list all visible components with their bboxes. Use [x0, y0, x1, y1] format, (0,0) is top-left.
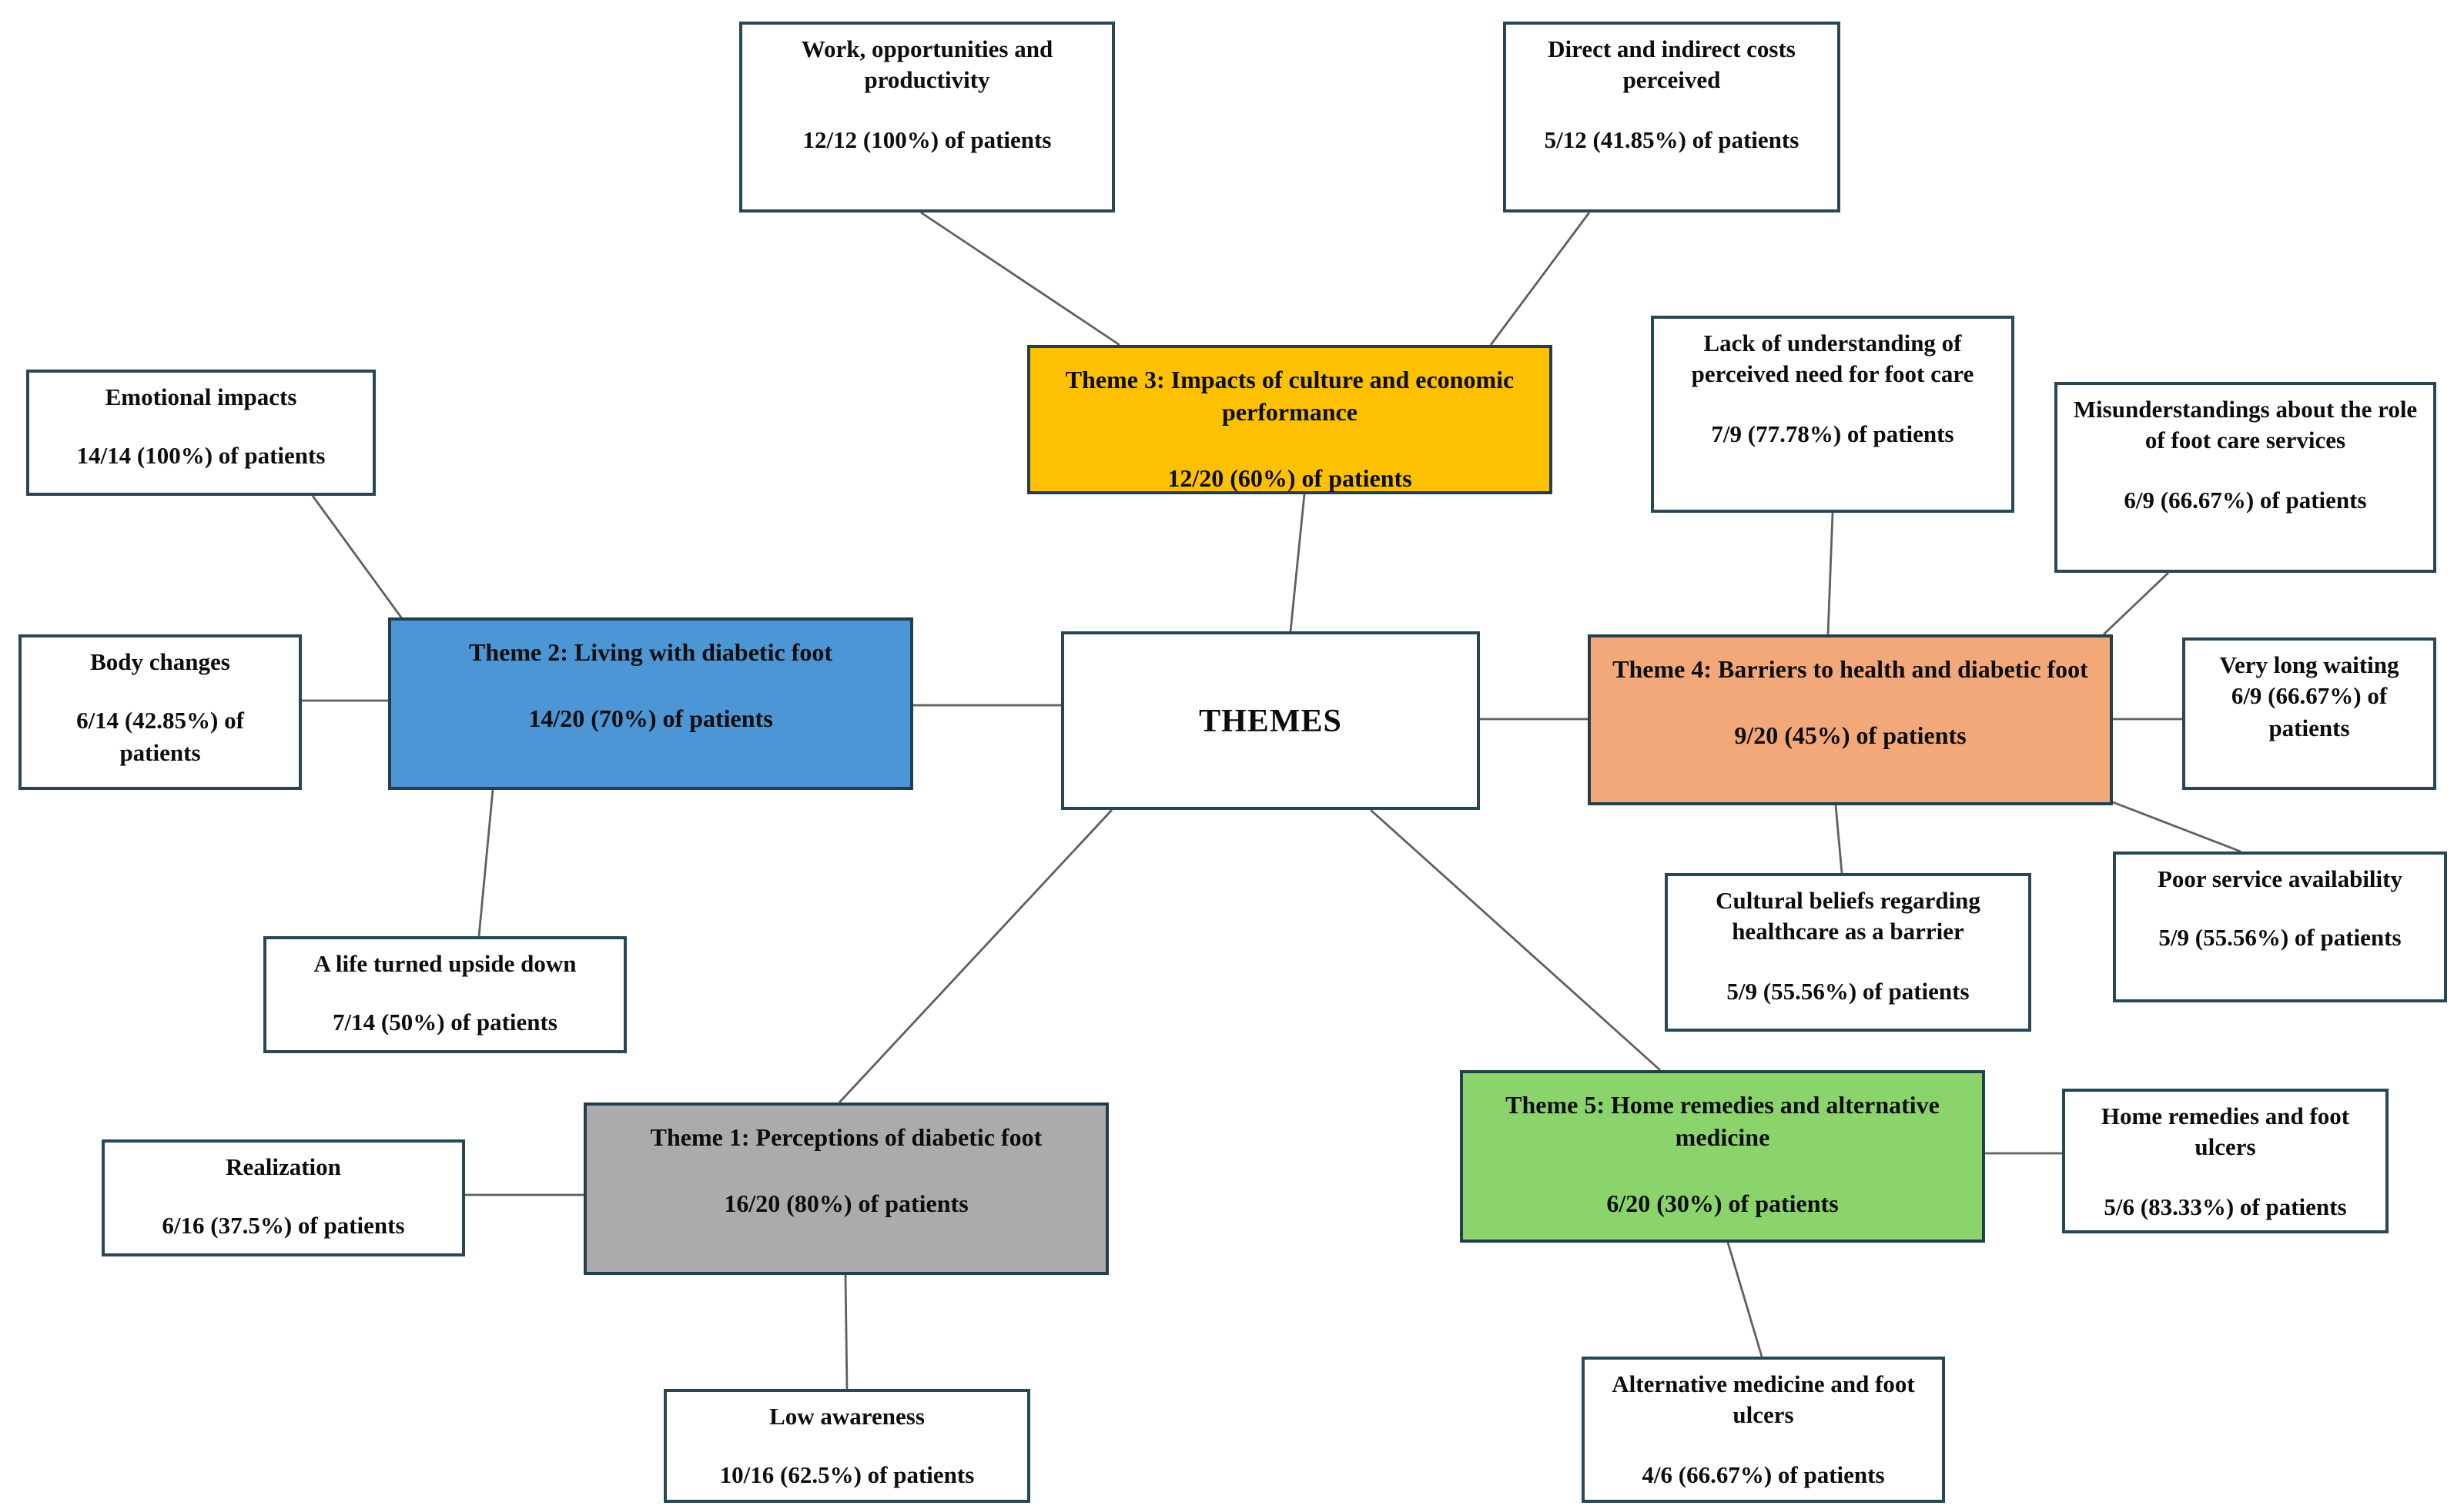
connector-costs-theme3	[1491, 212, 1589, 345]
node-stat: 5/6 (83.33%) of patients	[2104, 1194, 2347, 1221]
node-stat: 7/14 (50%) of patients	[333, 1010, 557, 1037]
node-emotional-impacts	[26, 370, 376, 496]
node-stat: 6/14 (42.85%) of patients	[76, 708, 244, 767]
node-stat: 14/20 (70%) of patients	[528, 707, 773, 734]
node-title: Misunderstandings about the role of foot care services	[2073, 397, 2418, 455]
node-title: Cultural beliefs regarding healthcare as a barrier	[1716, 888, 1980, 946]
node-very-long-waiting	[2182, 637, 2436, 790]
node-title: Realization	[226, 1155, 341, 1181]
connector-theme4-cultural	[1836, 805, 1842, 873]
connector-theme1-lowawareness	[845, 1275, 847, 1389]
node-lack-of-understanding	[1651, 316, 2014, 513]
node-work-opportunities	[739, 22, 1115, 212]
connector-work-theme3	[921, 212, 1120, 345]
node-stat: 6/16 (37.5%) of patients	[162, 1213, 405, 1240]
node-stat: 16/20 (80%) of patients	[724, 1192, 969, 1219]
node-title: Poor service availability	[2158, 867, 2402, 893]
node-direct-indirect-costs	[1503, 22, 1840, 212]
connector-lack-theme4	[1828, 513, 1833, 634]
node-stat: 14/14 (100%) of patients	[76, 443, 326, 470]
node-title: Theme 3: Impacts of culture and economic performance	[1065, 368, 1515, 427]
node-title: A life turned upside down	[313, 952, 577, 978]
node-theme3	[1027, 345, 1552, 494]
connector-root-theme1	[839, 810, 1112, 1102]
node-stat: 5/9 (55.56%) of patients	[1726, 979, 1970, 1005]
node-stat: 4/6 (66.67%) of patients	[1642, 1462, 1885, 1489]
root-label: THEMES	[1199, 701, 1342, 739]
node-title: Alternative medicine and foot ulcers	[1612, 1372, 1915, 1430]
node-stat: 12/12 (100%) of patients	[802, 127, 1052, 154]
connector-theme3-root	[1291, 494, 1304, 631]
node-stat: 12/20 (60%) of patients	[1167, 467, 1412, 494]
connector-emotional-theme2	[313, 496, 403, 621]
node-theme2	[388, 617, 913, 790]
node-poor-service	[2113, 852, 2447, 1002]
node-theme5	[1460, 1070, 1985, 1243]
node-title: Theme 2: Living with diabetic foot	[469, 641, 832, 667]
node-life-upside-down	[263, 936, 627, 1053]
node-stat: 5/12 (41.85%) of patients	[1544, 127, 1799, 154]
connector-theme5-altmedicine	[1728, 1243, 1762, 1357]
node-title: Theme 1: Perceptions of diabetic foot	[650, 1126, 1043, 1152]
node-title: Work, opportunities and productivity	[801, 37, 1053, 95]
node-title: Emotional impacts	[105, 385, 297, 411]
node-realization	[102, 1139, 465, 1256]
node-theme4	[1588, 634, 2113, 805]
node-stat: 9/20 (45%) of patients	[1734, 724, 1967, 751]
node-home-remedies	[2062, 1089, 2389, 1233]
node-stat: 6/9 (66.67%) of patients	[2231, 684, 2388, 742]
node-body-changes	[18, 634, 302, 790]
node-title: Theme 4: Barriers to health and diabetic foot	[1612, 657, 2088, 684]
node-title: Home remedies and foot ulcers	[2101, 1104, 2350, 1162]
node-title: Body changes	[90, 650, 230, 676]
connector-root-theme5	[1371, 810, 1660, 1070]
node-title: Lack of understanding of perceived need for foot care	[1691, 331, 1974, 389]
connector-theme4-poor	[2113, 802, 2241, 852]
node-stat: 6/9 (66.67%) of patients	[2124, 487, 2367, 514]
node-title: Low awareness	[769, 1404, 925, 1430]
node-stat: 10/16 (62.5%) of patients	[719, 1463, 975, 1490]
node-stat: 6/20 (30%) of patients	[1606, 1192, 1839, 1219]
node-title: Direct and indirect costs perceived	[1548, 37, 1796, 95]
connector-misunderstandings-theme4	[2104, 573, 2168, 634]
node-misunderstandings	[2054, 382, 2436, 573]
node-themes-root	[1061, 631, 1480, 810]
node-theme1	[584, 1102, 1109, 1275]
node-stat: 5/9 (55.56%) of patients	[2158, 925, 2402, 952]
connector-theme2-life	[479, 790, 493, 936]
node-alt-medicine	[1582, 1357, 1945, 1503]
node-cultural-beliefs	[1665, 873, 2031, 1032]
node-title: Theme 5: Home remedies and alternative medicine	[1505, 1093, 1940, 1153]
node-low-awareness	[664, 1389, 1030, 1503]
node-title: Very long waiting	[2219, 653, 2399, 679]
node-stat: 7/9 (77.78%) of patients	[1711, 421, 1954, 448]
